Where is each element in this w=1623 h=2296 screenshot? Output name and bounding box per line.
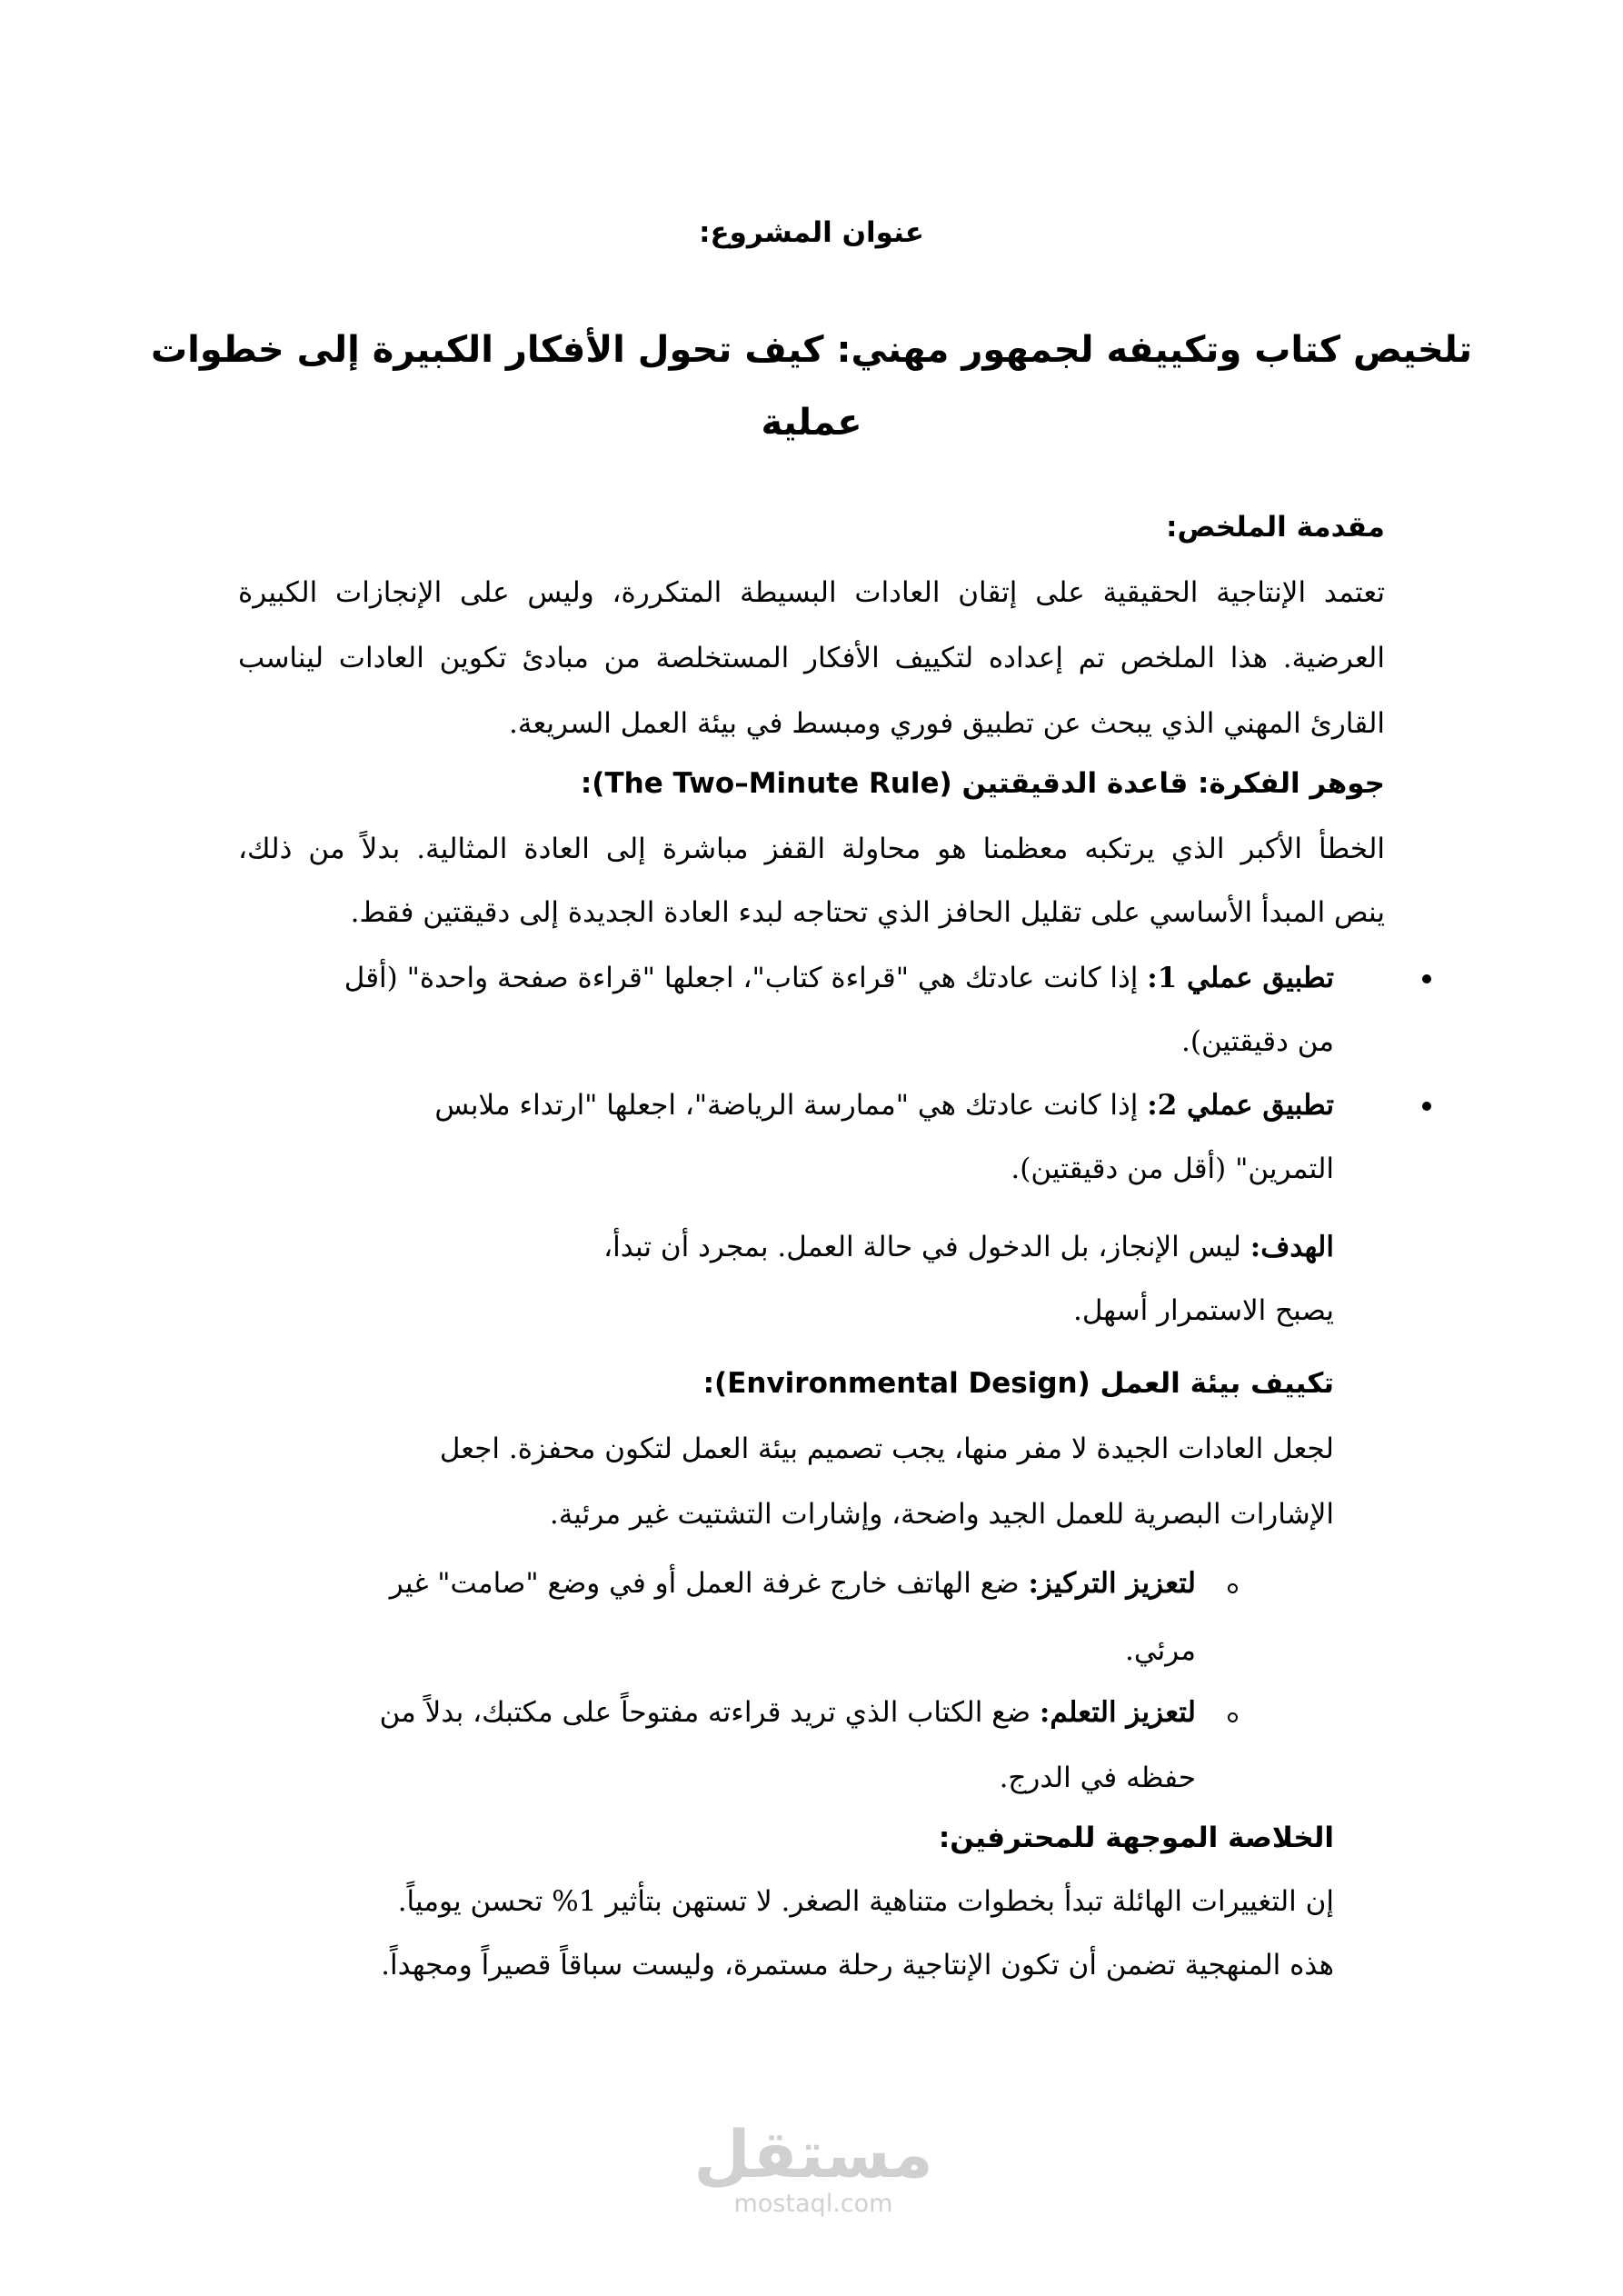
environment-line-1: لجعل العادات الجيدة لا مفر منها، يجب تصميم بيئة العمل لتكون محفزة. اجعل [439,1433,1334,1465]
mostaql-watermark [691,2118,936,2218]
goal-line-1: الهدف: ليس الإنجاز، بل الدخول في حالة العمل. بمجرد أن تبدأ، [603,1231,1334,1263]
core-bullet-2-line-1: تطبيق عملي 2: إذا كانت عادتك هي "ممارسة الرياضة"، اجعلها "ارتداء ملابس [434,1089,1334,1122]
goal-line-2: يصبح الاستمرار أسهل. [1072,1294,1334,1327]
intro-line-3: القارئ المهني الذي يبحث عن تطبيق فوري ومبسط في بيئة العمل السريعة. [509,707,1385,740]
core-bullet-1-line-2: من دقيقتين). [1181,1025,1334,1058]
env-bullet-2-line-2: حفظه في الدرج. [999,1762,1196,1794]
circle-bullet [1228,1583,1238,1593]
main-title-line-2: عملية [761,402,862,444]
core-line-1: الخطأ الأكبر الذي يرتكبه معظمنا هو محاولة القفز مباشرة إلى العادة المثالية. بدلاً من ذلك، [238,833,1385,865]
conclusion-line-1: إن التغييرات الهائلة تبدأ بخطوات متناهية الصغر. لا تستهن بتأثير 1% تحسن يومياً. [397,1885,1334,1918]
core-bullet-1-line-1: تطبيق عملي 1: إذا كانت عادتك هي "قراءة كتاب"، اجعلها "قراءة صفحة واحدة" (أقل [344,962,1334,994]
environment-heading-english: Environmental Design [727,1367,1078,1400]
intro-heading: مقدمة الملخص: [1166,511,1385,544]
watermark-logo: مستقل [693,2116,933,2192]
circle-bullet [1228,1712,1238,1722]
core-bullet-2-line-2: التمرين" (أقل من دقيقتين). [1011,1153,1334,1185]
intro-line-1: تعتمد الإنتاجية الحقيقية على إتقان العادات البسيطة المتكررة، وليس على الإنجازات الكبيرة [238,576,1385,609]
intro-line-2: العرضية. هذا الملخص تم إعداده لتكييف الأفكار المستخلصة من مبادئ تكوين العادات ليناسب [238,642,1385,674]
env-bullet-1-line-2: مرئي. [1124,1634,1196,1667]
environment-line-2: الإشارات البصرية للعمل الجيد واضحة، وإشارات التشتيت غير مرئية. [549,1498,1334,1531]
bullet-dot [1422,1102,1431,1111]
conclusion-heading: الخلاصة الموجهة للمحترفين: [938,1822,1334,1854]
env-bullet-2-line-1: لتعزيز التعلم: ضع الكتاب الذي تريد قراءته مفتوحاً على مكتبك، بدلاً من [379,1696,1196,1729]
core-heading-english: The Two–Minute Rule [604,767,940,800]
core-heading: جوهر الفكرة: قاعدة الدقيقتين (The Two–Minute Rule): [580,767,1385,800]
conclusion-line-2: هذه المنهجية تضمن أن تكون الإنتاجية رحلة مستمرة، وليست سباقاً قصيراً ومجهداً. [381,1949,1334,1982]
project-label: عنوان المشروع: [699,216,924,249]
core-line-2: ينص المبدأ الأساسي على تقليل الحافز الذي تحتاجه لبدء العادة الجديدة إلى دقيقتين فقط. [350,896,1385,929]
env-bullet-1-line-1: لتعزيز التركيز: ضع الهاتف خارج غرفة العمل أو في وضع "صامت" غير [389,1567,1196,1600]
main-title-line-1: تلخيص كتاب وتكييفه لجمهور مهني: كيف تحول الأفكار الكبيرة إلى خطوات [150,329,1473,371]
watermark-url: mostaql.com [733,2190,893,2218]
bullet-dot [1422,974,1431,983]
environment-heading: تكييف بيئة العمل (Environmental Design): [702,1367,1334,1400]
